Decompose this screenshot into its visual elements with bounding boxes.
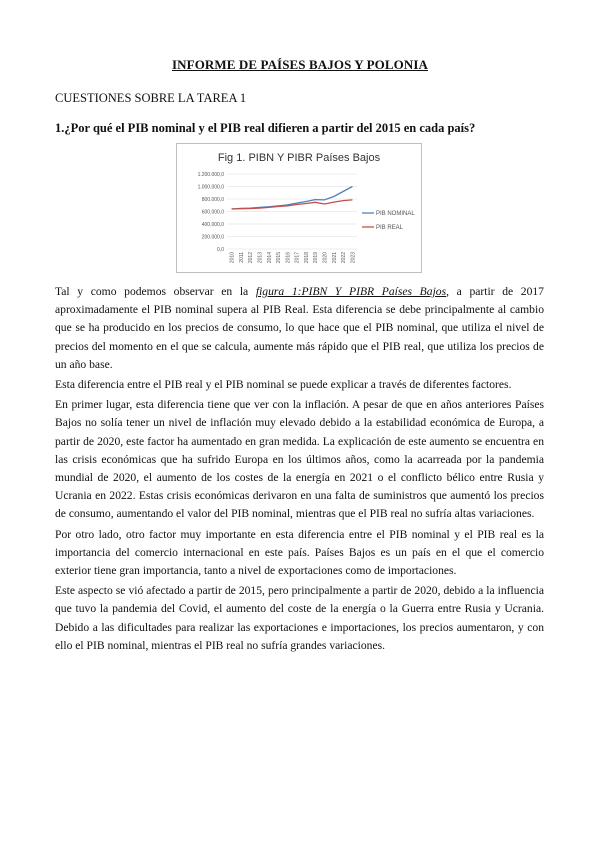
- x-tick-label: 2022: [341, 252, 348, 264]
- x-tick-label: 2019: [313, 252, 320, 264]
- y-tick-label: 200.000,0: [201, 234, 224, 241]
- x-tick-label: 2021: [331, 252, 338, 264]
- document-title: INFORME DE PAÍSES BAJOS Y POLONIA: [172, 57, 428, 72]
- chart-figure: [176, 143, 422, 273]
- y-tick-label: 600.000,0: [201, 209, 224, 216]
- paragraph-4: Por otro lado, otro factor muy importante en esta diferencia entre el PIB nominal y el PIB real es la importancia del comercio internacional en este país. Países Bajos es un país en el que el comercio exterior tiene gran importancia, tanto a nivel de exportaciones como de importaciones.: [55, 527, 544, 578]
- y-tick-label: 1.000.000,0: [197, 184, 224, 191]
- paragraph-2: Esta diferencia entre el PIB real y el PIB nominal se puede explicar a través de diferentes factores.: [55, 378, 512, 392]
- x-tick-label: 2017: [294, 252, 301, 264]
- chart-title: Fig 1. PIBN Y PIBR Países Bajos: [217, 152, 381, 164]
- paragraph-3: En primer lugar, esta diferencia tiene que ver con la inflación. A pesar de que en años anteriores Países Bajos no solía tener un nivel de inflación muy elevado debido a la estabilidad económica de Europa, a partir de 2020, este factor ha aumentado en gran medida. La explicación de este aumento se encuentra en las crisis económicas que ha sufrido Europa en los últimos años, como la acarreada por la pandemia mundial de 2020, el aumento de los costes de la energía en 2021 o el conflicto bélico entre Rusia y Ucrania en 2022. Estas crisis económicas derivaron en una falta de suministros que aumentó los precios de consumo, aumentando el valor del PIB nominal, mientras que el PIB real no sufría altas variaciones.: [55, 398, 544, 521]
- legend-label-2: PIB REAL: [376, 225, 404, 231]
- x-tick-label: 2010: [229, 252, 236, 264]
- x-tick-label: 2013: [257, 252, 264, 264]
- x-tick-label: 2016: [285, 252, 292, 264]
- x-tick-label: 2018: [303, 252, 310, 264]
- question-heading: 1.¿Por qué el PIB nominal y el PIB real difieren a partir del 2015 en cada país?: [55, 121, 476, 135]
- paragraph-1: [55, 283, 544, 374]
- paragraph-1-before: Tal y como podemos observar en la: [55, 285, 256, 298]
- y-tick-label: 1.200.000,0: [197, 171, 224, 178]
- body-text: [55, 283, 544, 657]
- x-tick-label: 2011: [238, 252, 245, 263]
- line-chart: [177, 144, 421, 272]
- y-tick-label: 0,0: [217, 246, 224, 253]
- figure-reference: figura 1:PIBN Y PIBR Países Bajos: [255, 285, 447, 298]
- y-tick-label: 800.000,0: [201, 196, 224, 203]
- section-heading: CUESTIONES SOBRE LA TAREA 1: [55, 91, 247, 105]
- legend-label-1: PIB NOMINAL: [376, 211, 415, 217]
- x-tick-label: 2023: [350, 252, 357, 264]
- x-tick-label: 2014: [266, 252, 273, 264]
- paragraph-5: Este aspecto se vió afectado a partir de 2015, pero principalmente a partir de 2020, debido a la influencia que tuvo la pandemia del Covid, el aumento del coste de la energía o la Guerra entre Rusia y Ucrania. Debido a las dificultades para realizar las exportaciones e importaciones, los precios aumentaron, y con ello el PIB nominal, mientras el PIB real no sufría grandes variaciones.: [55, 584, 544, 652]
- x-tick-label: 2015: [276, 252, 283, 264]
- x-tick-label: 2012: [248, 252, 255, 264]
- y-tick-label: 400.000,0: [201, 221, 224, 228]
- x-tick-label: 2020: [322, 252, 329, 264]
- paragraph-1-after: , a partir de 2017 aproximadamente el PIB nominal supera al PIB Real. Esta diferencia se debe principalmente al cambio que se ha producido en los precios de consumo, lo que hace que el PIB nominal, que utiliza el nivel de precios del momento en el que se calcula, aumente más rápido que el PIB real, que utiliza los precios de un año base.: [55, 285, 544, 371]
